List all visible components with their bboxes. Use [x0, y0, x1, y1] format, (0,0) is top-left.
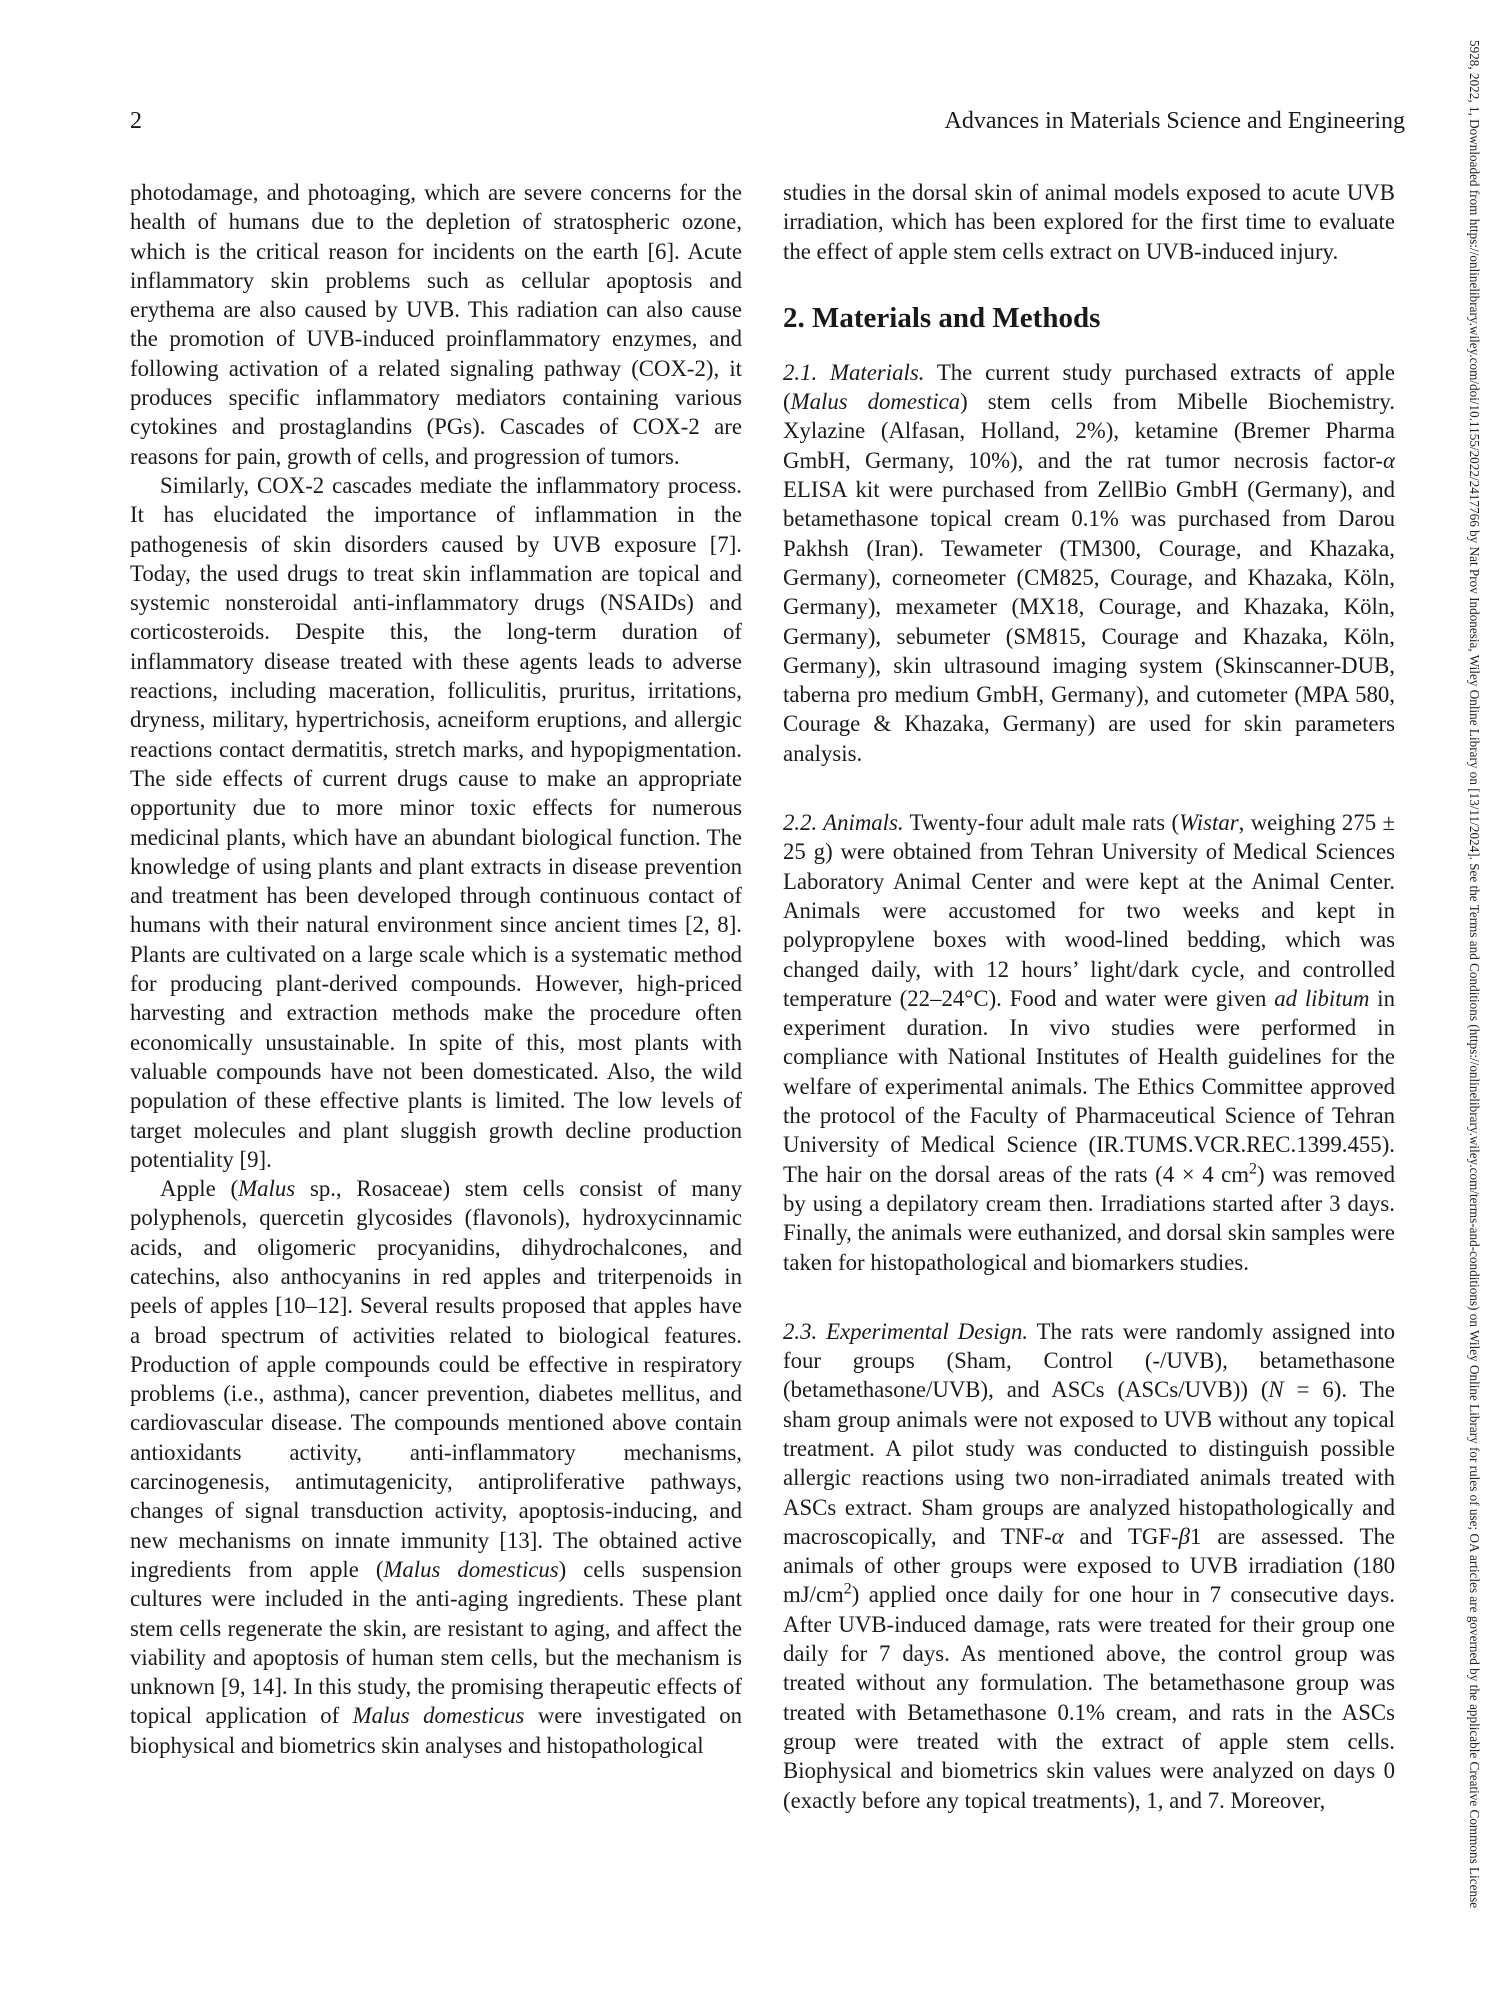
- paragraph: [130, 178, 742, 471]
- italic-species: Malus domestica: [790, 389, 961, 415]
- text-run: in experiment duration. In vivo studies were performed in compliance with National Institutes of Health guidelines for the welfare of experimental animals. The Ethics Committee approved the protocol of the Faculty of Pharmaceutical Science of Tehran University of Medical Science (IR.TUMS.VCR.REC.1399.455). The hair on the dorsal areas of the rats (4 × 4 cm: [783, 985, 1396, 1187]
- italic-species: Malus domesticus: [352, 1703, 525, 1729]
- subsection-materials: [783, 358, 1395, 768]
- text-run: ) applied once daily for one hour in 7 consecutive days. After UVB-induced damage, rats were treated for their group one daily for 7 days. As mentioned above, the control group was treated without any formulation. The betamethasone group was treated with Betamethasone 0.1% cream, and rats in the ASCs group were treated with the extract of apple stem cells. Biophysical and biometrics skin values were analyzed on days 0 (exactly before any topical treatments), 1, and 7. Moreover,: [783, 1582, 1395, 1813]
- text-run: ) cells suspension cultures were included in the anti-aging ingredients. These plant stem cells regenerate the skin, are resistant to aging, and affect the viability and apoptosis of human stem cells, but the mechanism is unknown [9, 14]. In this study, the promising therapeutic effects of topical application of: [130, 1556, 742, 1729]
- paragraph: [130, 1174, 742, 1760]
- text-run: were investigated on biophysical and biometrics skin analyses and histopathological: [130, 1703, 742, 1758]
- text-run: ELISA kit were purchased from ZellBio GmbH (Germany), and betamethasone topical cream 0.1% was purchased from Darou Pakhsh (Iran). Tewameter (TM300, Courage, and Khazaka, Germany), corneometer (CM825, Courage, and Khazaka, Köln, Germany), mexameter (MX18, Courage, and Khazaka, Köln, Germany), sebumeter (SM815, Courage and Khazaka, Köln, Germany), skin ultrasound imaging system (Skinscanner-DUB, taberna pro medium GmbH, Germany), and cutometer (MPA 580, Courage & Khazaka, Germany) are used for skin parameters analysis.: [783, 477, 1395, 766]
- text-run: ) was removed by using a depilatory cream then. Irradiations started after 3 days. Finally, the animals were euthanized, and dorsal skin samples were taken for histopathological and biomarkers studies.: [783, 1161, 1395, 1275]
- paragraph: [130, 471, 742, 1174]
- running-head-journal-title: Advances in Materials Science and Engineering: [944, 108, 1405, 134]
- download-license-notice: 5928, 2022, 1, Downloaded from https://onlinelibrary.wiley.com/doi/10.1155/2022/2417766 by Nat Prov Indonesia, Wiley Online Library on [13/11/2024]. See the Terms and Conditions (https://onlinelibrary.wiley.com/terms-and-conditions) on Wiley Online Library for rules of use; OA articles are governed by the applicable Creative Commons License: [1467, 40, 1482, 1909]
- text-run: Twenty-four adult male rats (: [903, 810, 1180, 836]
- italic-species: Malus: [238, 1176, 296, 1202]
- text-run: , weighing 275 ± 25 g) were obtained from Tehran University of Medical Sciences Laboratory Animal Center and were kept at the Animal Center. Animals were accustomed for two weeks and kept in polypropylene boxes with wood-lined bedding, which was changed daily, with 12 hours’ light/dark cycle, and controlled temperature (22–24°C). Food and water were given: [783, 810, 1396, 1011]
- text-run: = 6). The sham group animals were not exposed to UVB without any topical treatment. A pilot study was conducted to distinguish possible allergic reactions using two non-irradiated animals treated with ASCs extract. Sham groups are analyzed histopathologically and macroscopically, and TNF-: [783, 1377, 1395, 1549]
- paragraph-text: photodamage, and photoaging, which are severe concerns for the health of humans due to the depletion of stratospheric ozone, which is the critical reason for incidents on the earth [6]. Acute inflammatory skin problems such as cellular apoptosis and erythema are also caused by UVB. This radiation can also cause the promotion of UVB-induced proinflammatory enzymes, and following activation of a related signaling pathway (COX-2), it produces specific inflammatory mediators containing various cytokines and prostaglandins (PGs). Cascades of COX-2 are reasons for pain, growth of cells, and progression of tumors.: [130, 180, 742, 469]
- subsection-heading: 2.2. Animals.: [783, 810, 904, 836]
- left-column: [130, 178, 742, 1760]
- italic-species: Wistar: [1179, 810, 1239, 836]
- italic-term: ad libitum: [1274, 985, 1370, 1011]
- italic-species: Malus domesticus: [383, 1556, 559, 1582]
- subsection-animals: [783, 808, 1395, 1277]
- paragraph-text: Similarly, COX-2 cascades mediate the inflammatory process. It has elucidated the importance of inflammation in the pathogenesis of skin disorders caused by UVB exposure [7]. Today, the used drugs to treat skin inflammation are topical and systemic nonsteroidal anti-inflammatory drugs (NSAIDs) and corticosteroids. Despite this, the long-term duration of inflammatory disease treated with these agents leads to adverse reactions, including maceration, folliculitis, pruritus, irritations, dryness, military, hypertrichosis, acneiform eruptions, and allergic reactions contact dermatitis, stretch marks, and hypopigmentation. The side effects of current drugs cause to make an appropriate opportunity due to more minor toxic effects for numerous medicinal plants, which have an abundant biological function. The knowledge of using plants and plant extracts in disease prevention and treatment has been developed through continuous contact of humans with their natural environment since ancient times [2, 8]. Plants are cultivated on a large scale which is a systematic method for producing plant-derived compounds. However, high-priced harvesting and extraction methods make the procedure often economically unsustainable. In spite of this, most plants with valuable compounds have not been domesticated. Also, the wild population of these effective plants is limited. The low levels of target molecules and plant sluggish growth decline production potentiality [9].: [130, 472, 742, 1172]
- subsection-experimental-design: [783, 1317, 1395, 1815]
- page-number: 2: [130, 108, 142, 134]
- greek-symbol: α: [1383, 447, 1395, 473]
- greek-symbol: α: [1051, 1523, 1064, 1549]
- subsection-heading: 2.3. Experimental Design.: [783, 1318, 1029, 1344]
- superscript: 2: [843, 1580, 852, 1598]
- text-run: ) stem cells from Mibelle Biochemistry. Xylazine (Alfasan, Holland, 2%), ketamine (Bremer Pharma GmbH, Germany, 10%), and the rat tumor necrosis factor-: [783, 389, 1395, 473]
- text-run: and TGF-: [1063, 1523, 1179, 1549]
- superscript: 2: [1249, 1160, 1257, 1178]
- text-run: Apple (: [160, 1176, 239, 1202]
- text-run: 1 are assessed. The animals of other groups were exposed to UVB irradiation (180 mJ/cm: [783, 1523, 1395, 1608]
- italic-variable: N: [1268, 1377, 1284, 1403]
- subsection-heading: 2.1. Materials.: [783, 359, 925, 385]
- text-run: sp., Rosaceae) stem cells consist of many polyphenols, quercetin glycosides (flavonols), hydroxycinnamic acids, and oligomeric procyanidins, dihydrochalcones, and catechins, also anthocyanins in red apples and triterpenoids in peels of apples [10–12]. Several results proposed that apples have a broad spectrum of activities related to biological features. Production of apple compounds could be effective in respiratory problems (i.e., asthma), cancer prevention, diabetes mellitus, and cardiovascular disease. The compounds mentioned above contain antioxidants activity, anti-inflammatory mechanisms, carcinogenesis, antimutagenicity, antiproliferative pathways, changes of signal transduction activity, apoptosis-inducing, and new mechanisms on innate immunity [13]. The obtained active ingredients from apple (: [130, 1176, 742, 1582]
- right-column: [783, 178, 1395, 1815]
- text-run: The current study purchased extracts of apple (: [783, 359, 1396, 415]
- paragraph: [783, 178, 1395, 266]
- text-run: The rats were randomly assigned into four groups (Sham, Control (-/UVB), betamethasone (betamethasone/UVB), and ASCs (ASCs/UVB)) (: [783, 1318, 1395, 1403]
- greek-symbol: β: [1178, 1523, 1190, 1549]
- section-title: 2. Materials and Methods: [783, 301, 1101, 334]
- paragraph-text: studies in the dorsal skin of animal models exposed to acute UVB irradiation, which has been explored for the first time to evaluate the effect of apple stem cells extract on UVB-induced injury.: [783, 180, 1395, 264]
